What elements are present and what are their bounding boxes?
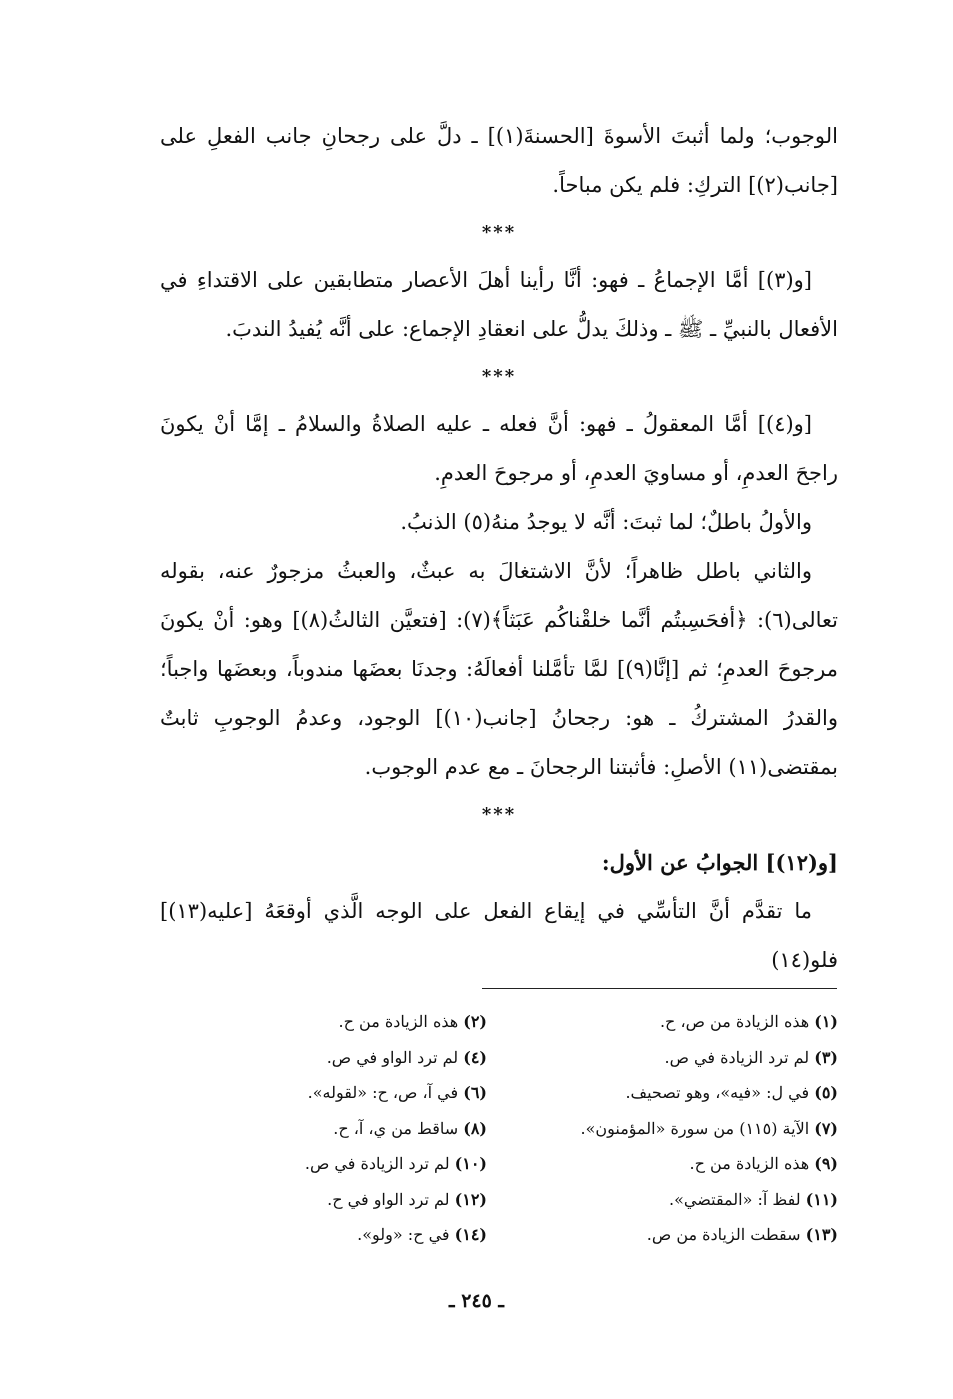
footnote: (١٤) في ح: «ولو». <box>357 1225 487 1244</box>
footnote: (٦) في آ، ص، ح: «لقوله». <box>307 1083 487 1102</box>
section-separator-3: *** <box>481 804 517 825</box>
footnote: (٧) الآية (١١٥) من سورة «المؤمنون». <box>580 1118 838 1138</box>
paragraph-first-void: والأولُ باطلٌ؛ لما ثبتَ: أنَّه لا يوجدُ منهُ(٥) الذنبُ. <box>400 510 812 534</box>
footnote: (٥) في ل: «فيه»، وهو تصحيف. <box>625 1083 838 1102</box>
section-separator-1: *** <box>481 222 517 243</box>
footnote: (٩) هذه الزيادة من ح. <box>689 1154 838 1173</box>
footnotes <box>160 1004 838 1253</box>
footnote: (١٠) لم ترد الزيادة في ص. <box>304 1154 487 1173</box>
footnote: (٢) هذه الزيادة من ح. <box>338 1012 487 1031</box>
paragraph-consensus: [و(٣)] أمَّا الإجماعُ ـ فهو: أنَّا رأينا أهلَ الأعصار متطابقين على الاقتداءِ في الأفعال بالنبيِّ ـ ﷺ ـ وذلكَ يدلُّ على انعقادِ الإجماع: على أنَّه يُفيدُ الندبَ. <box>160 268 838 341</box>
paragraph-reason: [و(٤)] أمَّا المعقولُ ـ فهو: أنَّ فعله ـ عليه الصلاةُ والسلامُ ـ إمَّا أنْ يكونَ راجحَ العدمِ، أو مساويَ العدمِ، أو مرجوحَ العدمِ. <box>160 412 838 485</box>
footnote: (٣) لم ترد الزيادة في ص. <box>664 1047 838 1067</box>
main-text <box>160 112 838 985</box>
footnote-divider <box>482 988 837 989</box>
footnote: (١٣) سقطت الزيادة من ص. <box>646 1225 838 1244</box>
footnote: (١٢) لم ترد الواو في ح. <box>327 1189 487 1209</box>
paragraph-answer: ما تقدَّم أنَّ التأسِّي في إيقاع الفعل على الوجه الَّذي أوقعَهُ [عليه(١٣)] فلو(١٤) <box>160 899 838 972</box>
footnote: (١١) لفظ آ: «المقتضي». <box>669 1189 838 1209</box>
paragraph-second-void: والثاني باطل ظاهراً؛ لأنَّ الاشتغالَ به عبثٌ، والعبثُ مزجورٌ عنه، بقوله تعالى(٦): ﴿أفحَسِبتُم أنَّما خلقْناكُم عَبَثاً﴾(٧): [فتعيَّن الثالثُ(٨)] وهو: أنْ يكونَ مرجوحَ العدمِ؛ ثم [إنَّا(٩)] لمَّا تأمَّلنا أفعالَهُ: وجدنَا بعضَها مندوباً، وبعضَها واجباً؛ والقدرُ المشتركُ ـ هو: رجحانُ [جانب(١٠)] الوجود، وعدمُ الوجوبِ ثابتٌ بمقتضى(١١) الأصلِ: فأثبتنا الرجحانَ ـ مع عدم الوجوب. <box>160 559 839 779</box>
page-number: ـ ٢٤٥ ـ <box>449 1290 504 1312</box>
section-separator-2: *** <box>481 366 517 387</box>
footnote: (٤) لم ترد الواو في ص. <box>326 1047 487 1067</box>
footnote: (٨) ساقط من ي، آ، ح. <box>333 1118 487 1138</box>
paragraph-1: الوجوب؛ ولما أثبتَ الأسوةَ [الحسنةَ(١)] ـ دلَّ على رجحانِ جانب الفعلِ على [جانب(٢)] التركِ: فلم يكن مباحاً. <box>160 124 838 197</box>
section-heading: [و(١٢)] الجوابُ عن الأول: <box>601 850 838 875</box>
footnote: (١) هذه الزيادة من ص، ح. <box>659 1012 838 1031</box>
